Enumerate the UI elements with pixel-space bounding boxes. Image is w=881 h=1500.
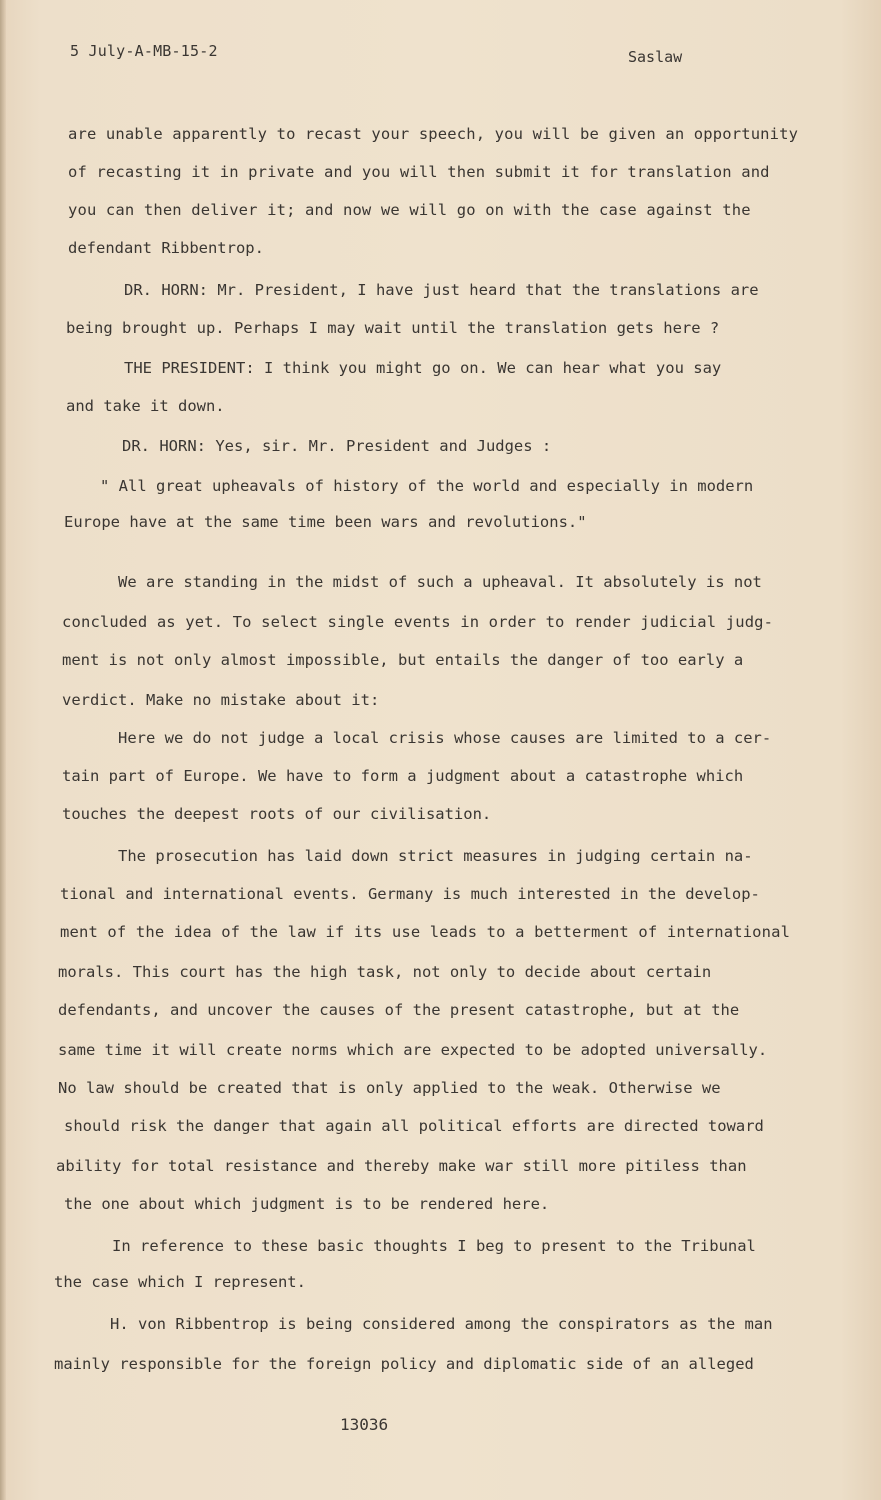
text-line: you can then deliver it; and now we will go on with the case against the — [68, 201, 751, 219]
text-line: defendants, and uncover the causes of the present catastrophe, but at the — [58, 1001, 740, 1019]
text-line: No law should be created that is only applied to the weak. Otherwise we — [58, 1079, 721, 1097]
text-line: Here we do not judge a local crisis whose causes are limited to a cer- — [118, 729, 772, 747]
text-line: the one about which judgment is to be rendered here. — [64, 1195, 550, 1213]
text-line: the case which I represent. — [54, 1273, 306, 1291]
text-line: In reference to these basic thoughts I beg to present to the Tribunal — [112, 1237, 756, 1255]
text-line: concluded as yet. To select single events in order to render judicial judg- — [62, 613, 774, 631]
text-line: tional and international events. Germany is much interested in the develop- — [60, 885, 760, 903]
text-line: The prosecution has laid down strict measures in judging certain na- — [118, 847, 753, 865]
text-line: " All great upheavals of history of the world and especially in modern — [100, 477, 754, 495]
text-line: ment is not only almost impossible, but entails the danger of too early a — [62, 651, 744, 669]
text-line: morals. This court has the high task, not only to decide about certain — [58, 963, 712, 981]
text-line: are unable apparently to recast your speech, you will be given an opportunity — [68, 125, 799, 143]
text-line: H. von Ribbentrop is being considered among the conspirators as the man — [110, 1315, 773, 1333]
paper-edge — [0, 0, 6, 1500]
text-line: defendant Ribbentrop. — [68, 239, 264, 257]
text-line: touches the deepest roots of our civilisation. — [62, 805, 492, 823]
text-line: ability for total resistance and thereby make war still more pitiless than — [56, 1157, 747, 1175]
text-line: of recasting it in private and you will then submit it for translation and — [68, 163, 770, 181]
text-line: being brought up. Perhaps I may wait until the translation gets here ? — [66, 319, 720, 337]
text-line: We are standing in the midst of such a upheaval. It absolutely is not — [118, 573, 762, 591]
text-line: mainly responsible for the foreign policy and diplomatic side of an alleged — [54, 1355, 754, 1373]
text-line: DR. HORN: Mr. President, I have just heard that the translations are — [124, 281, 759, 299]
text-line: same time it will create norms which are expected to be adopted universally. — [58, 1041, 768, 1059]
text-line: DR. HORN: Yes, sir. Mr. President and Judges : — [122, 437, 552, 455]
text-line: ment of the idea of the law if its use leads to a betterment of international — [60, 923, 791, 941]
text-line: verdict. Make no mistake about it: — [62, 691, 380, 709]
text-line: tain part of Europe. We have to form a judgment about a catastrophe which — [62, 767, 744, 785]
text-line: should risk the danger that again all political efforts are directed toward — [64, 1117, 764, 1135]
text-line: THE PRESIDENT: I think you might go on. We can hear what you say — [124, 359, 722, 377]
page-number: 13036 — [340, 1415, 389, 1434]
document-reference: 5 July-A-MB-15-2 — [70, 42, 218, 60]
text-line: Europe have at the same time been wars and revolutions." — [64, 513, 587, 531]
reporter-name: Saslaw — [628, 48, 683, 66]
text-line: and take it down. — [66, 397, 225, 415]
